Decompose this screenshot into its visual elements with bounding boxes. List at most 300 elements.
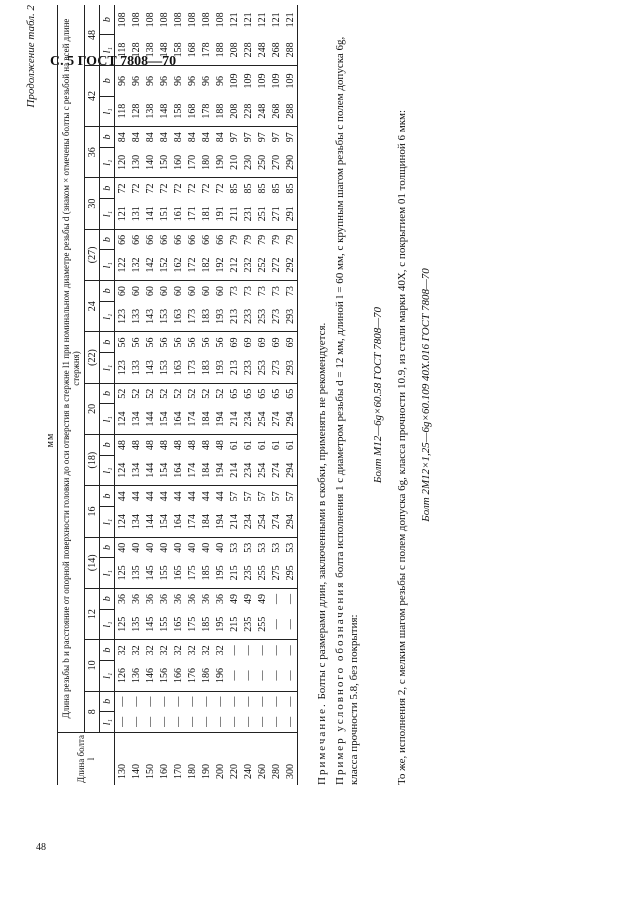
b-cell: 72: [130, 183, 142, 194]
diameter-header: 42: [85, 65, 100, 126]
diameter-header: 20: [85, 383, 100, 434]
b-cell: 109: [228, 73, 240, 89]
l1-cell: 233: [241, 301, 255, 332]
b-cell: 52: [200, 388, 212, 399]
b-cell: 109: [283, 65, 298, 96]
l1-cell: 253: [255, 353, 269, 384]
l1-cell: 153: [157, 353, 171, 384]
l1-cell: 183: [199, 301, 213, 332]
l1-cell: 194: [213, 507, 227, 538]
b-cell: —: [270, 645, 282, 656]
l1-subheader: l₁: [100, 35, 115, 66]
b-cell: 36: [158, 594, 170, 605]
b-subheader: b: [100, 5, 115, 35]
b-cell: 79: [228, 234, 240, 245]
table-row: [143, 5, 157, 785]
b-cell: 121: [256, 12, 268, 28]
b-cell: 85: [242, 183, 254, 194]
b-cell: 97: [270, 132, 282, 143]
b-cell: 40: [172, 542, 184, 553]
l1-cell: 213: [227, 353, 241, 384]
b-cell: —: [130, 696, 142, 707]
b-cell: 49: [228, 594, 240, 605]
bolt-length-cell: 140: [130, 764, 142, 779]
l1-cell: 145: [143, 558, 157, 589]
b-cell: 69: [270, 337, 282, 348]
b-subheader: b: [100, 588, 115, 609]
l1-cell: 124: [115, 455, 130, 486]
b-cell: 52: [144, 388, 156, 399]
table-row: [241, 5, 255, 785]
b-cell: 56: [130, 337, 142, 348]
b-cell: 66: [144, 234, 156, 245]
b-cell: —: [270, 696, 282, 707]
l1-cell: 178: [199, 35, 213, 66]
b-cell: —: [158, 696, 170, 707]
l1-cell: 145: [143, 609, 157, 640]
l1-cell: 254: [255, 507, 269, 538]
l1-cell: 163: [171, 353, 185, 384]
b-cell: 66: [158, 234, 170, 245]
b-cell: 121: [228, 12, 240, 28]
b-cell: 121: [283, 5, 298, 35]
l1-cell: 214: [227, 404, 241, 435]
page-number: 48: [36, 842, 46, 853]
l1-cell: 171: [185, 199, 199, 230]
table-row: [129, 5, 143, 785]
b-cell: 53: [256, 542, 268, 553]
b-cell: 32: [144, 645, 156, 656]
l1-cell: 294: [283, 404, 298, 435]
b-cell: 32: [214, 645, 226, 656]
b-cell: 57: [228, 491, 240, 502]
l1-cell: 231: [241, 199, 255, 230]
l1-cell: 124: [115, 404, 130, 435]
l1-cell: 148: [157, 35, 171, 66]
b-cell: —: [214, 696, 226, 707]
l1-cell: 154: [157, 404, 171, 435]
l1-cell: 144: [143, 404, 157, 435]
diameter-header: (14): [85, 537, 100, 588]
l1-cell: —: [255, 660, 269, 691]
l1-cell: 252: [255, 250, 269, 281]
l1-cell: 138: [143, 35, 157, 66]
b-cell: 69: [228, 337, 240, 348]
l1-cell: 162: [171, 250, 185, 281]
l1-cell: 253: [255, 301, 269, 332]
l1-cell: 123: [115, 301, 130, 332]
l1-cell: —: [129, 712, 143, 733]
b-cell: —: [228, 696, 240, 707]
l1-cell: 248: [255, 96, 269, 127]
l1-subheader: l₁: [100, 199, 115, 230]
l1-cell: 164: [171, 455, 185, 486]
l1-cell: 140: [143, 147, 157, 178]
l1-cell: 165: [171, 609, 185, 640]
table-row: [213, 5, 227, 785]
b-cell: 61: [228, 440, 240, 451]
bolt-length-cell: 130: [116, 764, 128, 779]
b-cell: 48: [144, 440, 156, 451]
b-cell: 73: [283, 281, 298, 302]
l1-cell: 275: [269, 558, 283, 589]
b-cell: 84: [158, 132, 170, 143]
b-cell: 52: [158, 388, 170, 399]
b-cell: 60: [214, 286, 226, 297]
l1-cell: —: [241, 660, 255, 691]
b-cell: 57: [256, 491, 268, 502]
table-row: [283, 5, 298, 785]
b-cell: 40: [144, 542, 156, 553]
l1-cell: 174: [185, 404, 199, 435]
b-cell: 60: [200, 286, 212, 297]
b-cell: 96: [130, 75, 142, 86]
b-cell: 72: [144, 183, 156, 194]
l1-subheader: l₁: [100, 712, 115, 733]
l1-cell: 128: [129, 35, 143, 66]
b-cell: 56: [186, 337, 198, 348]
l1-cell: 164: [171, 404, 185, 435]
b-cell: 79: [242, 234, 254, 245]
l1-cell: 178: [199, 96, 213, 127]
b-cell: 72: [116, 183, 128, 194]
b-cell: —: [200, 696, 212, 707]
b-cell: 96: [214, 75, 226, 86]
l1-subheader: l₁: [100, 507, 115, 538]
b-cell: 85: [228, 183, 240, 194]
b-cell: 48: [200, 440, 212, 451]
page-header: С. 5 ГОСТ 7808—70: [50, 54, 177, 69]
diameter-header: 10: [85, 640, 100, 691]
b-cell: 97: [283, 127, 298, 148]
b-cell: 96: [116, 75, 128, 86]
b-cell: 44: [158, 491, 170, 502]
l1-cell: 272: [269, 250, 283, 281]
l1-cell: 158: [171, 96, 185, 127]
l1-cell: 168: [185, 35, 199, 66]
table-row: [199, 5, 213, 785]
l1-cell: —: [171, 712, 185, 733]
l1-cell: 234: [241, 507, 255, 538]
l1-cell: —: [199, 712, 213, 733]
example-paragraph: [333, 5, 361, 785]
b-cell: 52: [186, 388, 198, 399]
l1-subheader: l₁: [100, 96, 115, 127]
example2-paragraph: То же, исполнения 2, с мелким шагом резьбы с полем допуска 6g, класса прочности 10.9, из стали марки 40Х, с покрытием 01 толщиной 6 мкм:: [396, 109, 408, 785]
l1-cell: 125: [115, 558, 130, 589]
b-cell: 72: [172, 183, 184, 194]
l1-cell: 174: [185, 507, 199, 538]
b-cell: 85: [256, 183, 268, 194]
b-cell: 52: [172, 388, 184, 399]
l1-cell: 292: [283, 250, 298, 281]
b-cell: 96: [144, 75, 156, 86]
b-cell: 109: [256, 73, 268, 89]
b-cell: 60: [172, 286, 184, 297]
diameter-header: 24: [85, 281, 100, 332]
l1-cell: 138: [143, 96, 157, 127]
l1-cell: 273: [269, 301, 283, 332]
l1-cell: 118: [115, 96, 130, 127]
rotated-page-content: [25, 5, 605, 875]
b-cell: 60: [158, 286, 170, 297]
b-cell: 65: [242, 388, 254, 399]
l1-cell: 270: [269, 147, 283, 178]
example-text: болта исполнения 1 с диаметром резьбы d = 12 мм, длиной l = 60 мм, с крупным шагом резьбы с полем допуска 6g, класса прочности 5.8, без покрытия:: [334, 36, 360, 785]
l1-cell: —: [227, 660, 241, 691]
b-subheader: b: [100, 332, 115, 353]
bolt-length-cell: 220: [228, 764, 240, 779]
l1-cell: 175: [185, 558, 199, 589]
b-cell: 66: [116, 234, 128, 245]
b-cell: 108: [172, 12, 184, 28]
l1-cell: 294: [283, 507, 298, 538]
l1-subheader: l₁: [100, 301, 115, 332]
b-cell: 72: [186, 183, 198, 194]
b-cell: 57: [283, 486, 298, 507]
l1-subheader: l₁: [100, 250, 115, 281]
b-cell: 32: [200, 645, 212, 656]
b-cell: 57: [242, 491, 254, 502]
table-row: [269, 5, 283, 785]
b-cell: 56: [214, 337, 226, 348]
l1-subheader: l₁: [100, 660, 115, 691]
l1-cell: 173: [185, 353, 199, 384]
l1-cell: 186: [199, 660, 213, 691]
b-cell: 72: [200, 183, 212, 194]
l1-cell: 132: [129, 250, 143, 281]
l1-cell: 212: [227, 250, 241, 281]
l1-cell: 293: [283, 301, 298, 332]
b-subheader: b: [100, 537, 115, 558]
b-cell: 61: [242, 440, 254, 451]
b-cell: 73: [270, 286, 282, 297]
b-cell: 32: [158, 645, 170, 656]
b-cell: 49: [242, 594, 254, 605]
l1-cell: —: [143, 712, 157, 733]
b-cell: 96: [186, 75, 198, 86]
l1-cell: 191: [213, 199, 227, 230]
b-cell: 96: [172, 75, 184, 86]
l1-cell: 295: [283, 558, 298, 589]
l1-cell: 215: [227, 558, 241, 589]
b-cell: 108: [200, 12, 212, 28]
b-cell: 79: [270, 234, 282, 245]
b-cell: 32: [186, 645, 198, 656]
l1-cell: 173: [185, 301, 199, 332]
l1-cell: 185: [199, 558, 213, 589]
l1-cell: 210: [227, 147, 241, 178]
b-cell: 65: [283, 383, 298, 404]
b-cell: —: [270, 594, 282, 605]
example-designation: Болт М12—6g×60.58 ГОСТ 7808—70: [372, 306, 384, 484]
b-cell: 48: [186, 440, 198, 451]
l1-cell: —: [269, 712, 283, 733]
diameter-header: 30: [85, 178, 100, 229]
b-cell: 36: [172, 594, 184, 605]
l1-cell: 184: [199, 404, 213, 435]
bolt-length-cell: 260: [256, 764, 268, 779]
l1-cell: —: [269, 609, 283, 640]
b-subheader: b: [100, 178, 115, 199]
l1-cell: —: [213, 712, 227, 733]
l1-cell: 168: [185, 96, 199, 127]
bolt-length-header: Длина болта l: [58, 733, 115, 786]
b-cell: 48: [158, 440, 170, 451]
note-label: Примечание.: [316, 702, 328, 785]
b-cell: 69: [242, 337, 254, 348]
b-cell: 97: [256, 132, 268, 143]
l1-cell: 134: [129, 455, 143, 486]
b-cell: 84: [172, 132, 184, 143]
b-cell: 66: [130, 234, 142, 245]
b-cell: 73: [256, 286, 268, 297]
table-row: [255, 5, 269, 785]
l1-cell: 148: [157, 96, 171, 127]
table-note: [315, 5, 329, 785]
b-cell: 66: [214, 234, 226, 245]
l1-cell: 136: [129, 660, 143, 691]
l1-cell: 185: [199, 609, 213, 640]
b-cell: 48: [130, 440, 142, 451]
l1-cell: 194: [213, 455, 227, 486]
bolt-length-cell: 300: [283, 733, 298, 786]
l1-cell: 251: [255, 199, 269, 230]
l1-cell: 214: [227, 507, 241, 538]
diameter-header: (18): [85, 435, 100, 486]
l1-cell: 146: [143, 660, 157, 691]
example-label: Пример условного обозначения: [334, 580, 346, 785]
l1-cell: —: [157, 712, 171, 733]
l1-cell: 188: [213, 35, 227, 66]
b-subheader: b: [100, 691, 115, 712]
diameter-header: 8: [85, 691, 100, 732]
l1-cell: 154: [157, 455, 171, 486]
l1-cell: 142: [143, 250, 157, 281]
b-cell: 96: [200, 75, 212, 86]
l1-cell: 232: [241, 250, 255, 281]
l1-cell: 144: [143, 455, 157, 486]
example2-designation: Болт 2М12×1,25—6g×60.109 40Х.016 ГОСТ 7808—70: [420, 268, 432, 522]
l1-subheader: l₁: [100, 147, 115, 178]
l1-subheader: l₁: [100, 455, 115, 486]
b-cell: 44: [116, 491, 128, 502]
b-cell: 40: [130, 542, 142, 553]
bolt-length-cell: 200: [214, 764, 226, 779]
b-subheader: b: [100, 65, 115, 96]
b-cell: 69: [283, 332, 298, 353]
l1-cell: 294: [283, 455, 298, 486]
notes-block: [315, 5, 443, 785]
bolt-length-cell: 160: [158, 764, 170, 779]
l1-cell: 134: [129, 507, 143, 538]
l1-cell: —: [269, 660, 283, 691]
l1-cell: 196: [213, 660, 227, 691]
bolt-length-cell: 170: [172, 764, 184, 779]
l1-cell: 273: [269, 353, 283, 384]
b-cell: 36: [214, 594, 226, 605]
b-cell: 72: [214, 183, 226, 194]
b-cell: —: [242, 645, 254, 656]
b-cell: 85: [283, 178, 298, 199]
b-cell: —: [116, 696, 128, 707]
b-cell: —: [172, 696, 184, 707]
b-cell: 60: [186, 286, 198, 297]
l1-cell: 291: [283, 199, 298, 230]
diameter-header: 12: [85, 588, 100, 639]
l1-cell: 130: [129, 147, 143, 178]
b-cell: —: [283, 691, 298, 712]
b-cell: 44: [186, 491, 198, 502]
b-subheader: b: [100, 281, 115, 302]
l1-cell: 293: [283, 353, 298, 384]
l1-cell: —: [283, 609, 298, 640]
b-cell: 84: [116, 132, 128, 143]
bolt-thread-length-table: [57, 5, 298, 785]
l1-cell: 143: [143, 353, 157, 384]
l1-cell: 133: [129, 353, 143, 384]
b-cell: —: [242, 696, 254, 707]
l1-cell: 184: [199, 507, 213, 538]
l1-subheader: l₁: [100, 609, 115, 640]
l1-cell: 155: [157, 609, 171, 640]
l1-cell: 156: [157, 660, 171, 691]
b-cell: 40: [116, 542, 128, 553]
b-cell: —: [256, 696, 268, 707]
b-cell: 109: [242, 73, 254, 89]
l1-cell: 163: [171, 301, 185, 332]
b-cell: 66: [186, 234, 198, 245]
b-cell: 44: [200, 491, 212, 502]
l1-cell: 143: [143, 301, 157, 332]
l1-cell: 271: [269, 199, 283, 230]
diameter-header-row: [85, 5, 100, 785]
l1-cell: 121: [115, 199, 130, 230]
l1-cell: 170: [185, 147, 199, 178]
l1-cell: 192: [213, 250, 227, 281]
l1-cell: 155: [157, 558, 171, 589]
b-cell: 56: [116, 337, 128, 348]
l1-cell: 123: [115, 353, 130, 384]
b-cell: 44: [144, 491, 156, 502]
l1-cell: 228: [241, 96, 255, 127]
b-cell: 49: [256, 594, 268, 605]
b-cell: 109: [270, 73, 282, 89]
b-cell: 36: [116, 594, 128, 605]
diameter-header: 36: [85, 127, 100, 178]
l1-cell: 125: [115, 609, 130, 640]
l1-cell: 190: [213, 147, 227, 178]
b-cell: 108: [144, 12, 156, 28]
l1-cell: 135: [129, 558, 143, 589]
b-cell: 121: [242, 12, 254, 28]
bolt-length-cell: 190: [200, 764, 212, 779]
b-cell: 40: [200, 542, 212, 553]
l1-cell: 193: [213, 353, 227, 384]
b-cell: 53: [270, 542, 282, 553]
table-row: [157, 5, 171, 785]
b-cell: 108: [116, 12, 128, 28]
b-cell: 60: [130, 286, 142, 297]
b-cell: 69: [256, 337, 268, 348]
l1-cell: 128: [129, 96, 143, 127]
b-cell: 32: [130, 645, 142, 656]
subheader-row: [100, 5, 115, 785]
l1-cell: 274: [269, 507, 283, 538]
b-cell: —: [283, 640, 298, 661]
l1-cell: 161: [171, 199, 185, 230]
l1-subheader: l₁: [100, 353, 115, 384]
